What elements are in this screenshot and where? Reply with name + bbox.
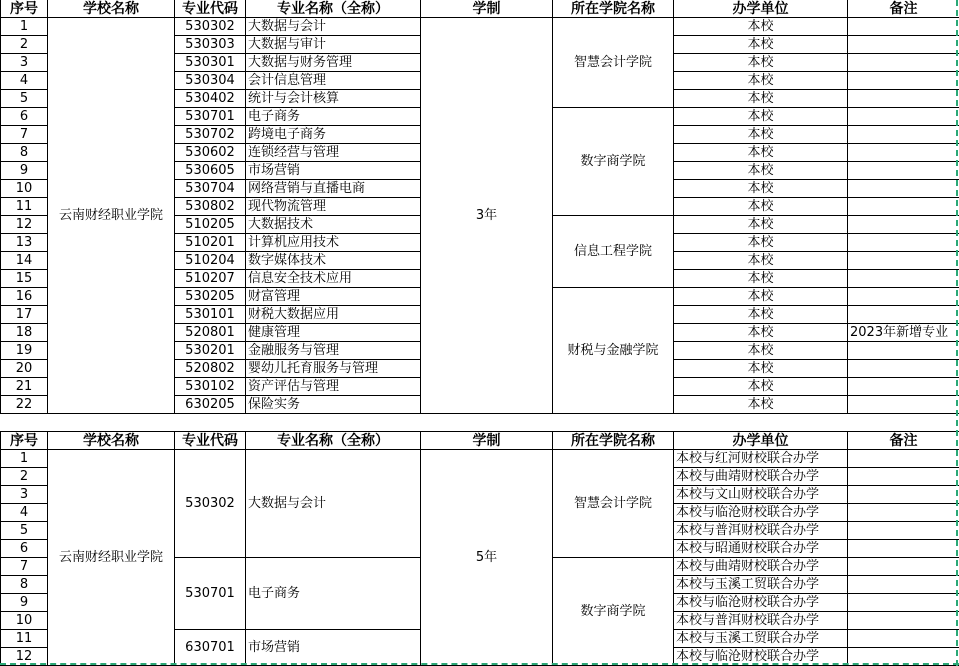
cell-unit[interactable]: 本校 <box>674 378 848 396</box>
col-header-duration[interactable]: 学制 <box>421 0 553 18</box>
cell-college[interactable]: 数字商学院 <box>553 108 674 216</box>
table-row <box>1 18 959 36</box>
cell-unit[interactable]: 本校 <box>674 72 848 90</box>
col-header-college[interactable]: 所在学院名称 <box>553 0 674 18</box>
cell-no[interactable]: 19 <box>1 342 48 360</box>
col-header-name[interactable]: 专业名称（全称） <box>246 432 421 450</box>
col-header-no[interactable]: 序号 <box>1 0 48 18</box>
page-break-line-vertical <box>956 0 958 666</box>
cell-no[interactable]: 6 <box>1 108 48 126</box>
cell-note[interactable] <box>848 162 959 180</box>
cell-major[interactable]: 数字媒体技术 <box>246 252 421 270</box>
cell-unit[interactable]: 本校 <box>674 234 848 252</box>
cell-note[interactable] <box>848 72 959 90</box>
cell-note[interactable] <box>848 144 959 162</box>
cell-code[interactable]: 510201 <box>175 234 246 252</box>
cell-major[interactable]: 金融服务与管理 <box>246 342 421 360</box>
cell-note[interactable] <box>848 180 959 198</box>
cell-unit[interactable]: 本校与临沧财校联合办学 <box>674 504 848 522</box>
cell-no[interactable]: 2 <box>1 36 48 54</box>
cell-major[interactable]: 电子商务 <box>246 558 421 630</box>
cell-code[interactable]: 530702 <box>175 126 246 144</box>
cell-major[interactable]: 计算机应用技术 <box>246 234 421 252</box>
cell-code[interactable]: 530602 <box>175 144 246 162</box>
cell-code[interactable]: 510207 <box>175 270 246 288</box>
cell-no[interactable]: 10 <box>1 612 48 630</box>
cell-unit[interactable]: 本校与普洱财校联合办学 <box>674 522 848 540</box>
cell-no[interactable]: 12 <box>1 648 48 666</box>
table-row <box>1 450 959 468</box>
cell-no[interactable]: 9 <box>1 162 48 180</box>
cell-no[interactable]: 7 <box>1 558 48 576</box>
cell-unit[interactable]: 本校与玉溪工贸联合办学 <box>674 630 848 648</box>
cell-major[interactable]: 财税大数据应用 <box>246 306 421 324</box>
cell-note[interactable] <box>848 270 959 288</box>
cell-major[interactable]: 资产评估与管理 <box>246 378 421 396</box>
cell-code[interactable]: 530802 <box>175 198 246 216</box>
cell-unit[interactable]: 本校与文山财校联合办学 <box>674 486 848 504</box>
cell-note[interactable] <box>848 540 959 558</box>
cell-note[interactable] <box>848 378 959 396</box>
cell-no[interactable]: 4 <box>1 72 48 90</box>
cell-no[interactable]: 18 <box>1 324 48 342</box>
cell-no[interactable]: 13 <box>1 234 48 252</box>
cell-note[interactable] <box>848 468 959 486</box>
cell-code[interactable]: 510204 <box>175 252 246 270</box>
cell-major[interactable]: 统计与会计核算 <box>246 90 421 108</box>
cell-unit[interactable]: 本校与普洱财校联合办学 <box>674 612 848 630</box>
majors-table-5yr <box>0 431 959 666</box>
cell-unit[interactable]: 本校 <box>674 216 848 234</box>
col-header-no[interactable]: 序号 <box>1 432 48 450</box>
header-row <box>1 0 959 18</box>
cell-unit[interactable]: 本校与曲靖财校联合办学 <box>674 468 848 486</box>
cell-unit[interactable]: 本校 <box>674 270 848 288</box>
cell-unit[interactable]: 本校 <box>674 36 848 54</box>
cell-code[interactable]: 530205 <box>175 288 246 306</box>
cell-no[interactable]: 12 <box>1 216 48 234</box>
cell-unit[interactable]: 本校 <box>674 90 848 108</box>
cell-note[interactable] <box>848 450 959 468</box>
cell-no[interactable]: 22 <box>1 396 48 414</box>
cell-unit[interactable]: 本校 <box>674 252 848 270</box>
cell-code[interactable]: 630701 <box>175 630 246 666</box>
cell-note[interactable] <box>848 54 959 72</box>
cell-major[interactable]: 健康管理 <box>246 324 421 342</box>
cell-note[interactable] <box>848 216 959 234</box>
cell-code[interactable]: 530704 <box>175 180 246 198</box>
cell-no[interactable]: 20 <box>1 360 48 378</box>
cell-note[interactable] <box>848 36 959 54</box>
cell-major[interactable]: 大数据与审计 <box>246 36 421 54</box>
cell-no[interactable]: 8 <box>1 576 48 594</box>
cell-code[interactable]: 520802 <box>175 360 246 378</box>
cell-major[interactable]: 大数据与会计 <box>246 18 421 36</box>
cell-note[interactable] <box>848 108 959 126</box>
cell-unit[interactable]: 本校 <box>674 108 848 126</box>
cell-unit[interactable]: 本校 <box>674 306 848 324</box>
cell-code[interactable]: 530102 <box>175 378 246 396</box>
col-header-college[interactable]: 所在学院名称 <box>553 432 674 450</box>
cell-no[interactable]: 5 <box>1 522 48 540</box>
cell-college[interactable]: 智慧会计学院 <box>553 18 674 108</box>
cell-note[interactable] <box>848 360 959 378</box>
cell-no[interactable]: 1 <box>1 450 48 468</box>
cell-code[interactable]: 530605 <box>175 162 246 180</box>
cell-note[interactable] <box>848 576 959 594</box>
cell-no[interactable]: 5 <box>1 90 48 108</box>
cell-no[interactable]: 3 <box>1 54 48 72</box>
cell-unit[interactable]: 本校 <box>674 288 848 306</box>
cell-major[interactable]: 会计信息管理 <box>246 72 421 90</box>
cell-unit[interactable]: 本校 <box>674 18 848 36</box>
cell-code[interactable]: 530701 <box>175 558 246 630</box>
cell-code[interactable]: 530302 <box>175 18 246 36</box>
col-header-code[interactable]: 专业代码 <box>175 432 246 450</box>
cell-major[interactable]: 跨境电子商务 <box>246 126 421 144</box>
cell-code[interactable]: 530301 <box>175 54 246 72</box>
cell-duration[interactable]: 5年 <box>421 450 553 666</box>
cell-no[interactable]: 14 <box>1 252 48 270</box>
cell-note[interactable] <box>848 522 959 540</box>
cell-no[interactable]: 7 <box>1 126 48 144</box>
col-header-duration[interactable]: 学制 <box>421 432 553 450</box>
col-header-code[interactable]: 专业代码 <box>175 0 246 18</box>
cell-code[interactable]: 530402 <box>175 90 246 108</box>
header-row <box>1 432 959 450</box>
cell-note[interactable] <box>848 288 959 306</box>
cell-school[interactable]: 云南财经职业学院 <box>48 450 175 666</box>
cell-code[interactable]: 510205 <box>175 216 246 234</box>
col-header-school[interactable]: 学校名称 <box>48 0 175 18</box>
cell-unit[interactable]: 本校 <box>674 396 848 414</box>
col-header-unit[interactable]: 办学单位 <box>674 432 848 450</box>
cell-no[interactable]: 10 <box>1 180 48 198</box>
cell-unit[interactable]: 本校与红河财校联合办学 <box>674 450 848 468</box>
cell-major[interactable]: 信息安全技术应用 <box>246 270 421 288</box>
cell-no[interactable]: 2 <box>1 468 48 486</box>
cell-note[interactable] <box>848 630 959 648</box>
cell-note[interactable] <box>848 90 959 108</box>
cell-duration[interactable]: 3年 <box>421 18 553 414</box>
cell-note[interactable] <box>848 198 959 216</box>
cell-major[interactable]: 电子商务 <box>246 108 421 126</box>
cell-major[interactable]: 大数据技术 <box>246 216 421 234</box>
cell-major[interactable]: 市场营销 <box>246 630 421 666</box>
cell-college[interactable]: 数字商学院 <box>553 558 674 666</box>
cell-major[interactable]: 网络营销与直播电商 <box>246 180 421 198</box>
col-header-note[interactable]: 备注 <box>848 432 959 450</box>
cell-unit[interactable]: 本校 <box>674 144 848 162</box>
cell-note[interactable] <box>848 342 959 360</box>
cell-college[interactable]: 智慧会计学院 <box>553 450 674 558</box>
cell-major[interactable]: 连锁经营与管理 <box>246 144 421 162</box>
cell-code[interactable]: 530303 <box>175 36 246 54</box>
cell-college[interactable]: 信息工程学院 <box>553 216 674 288</box>
cell-college[interactable]: 财税与金融学院 <box>553 288 674 414</box>
page-break-line <box>0 663 959 665</box>
cell-unit[interactable]: 本校与曲靖财校联合办学 <box>674 558 848 576</box>
cell-no[interactable]: 8 <box>1 144 48 162</box>
cell-unit[interactable]: 本校 <box>674 54 848 72</box>
cell-code[interactable]: 530201 <box>175 342 246 360</box>
cell-unit[interactable]: 本校与临沧财校联合办学 <box>674 648 848 666</box>
cell-note[interactable] <box>848 306 959 324</box>
col-header-name[interactable]: 专业名称（全称） <box>246 0 421 18</box>
cell-no[interactable]: 11 <box>1 198 48 216</box>
cell-unit[interactable]: 本校与临沧财校联合办学 <box>674 594 848 612</box>
col-header-note[interactable]: 备注 <box>848 0 959 18</box>
cell-major[interactable]: 现代物流管理 <box>246 198 421 216</box>
cell-no[interactable]: 4 <box>1 504 48 522</box>
cell-note[interactable]: 2023年新增专业 <box>848 324 959 342</box>
cell-no[interactable]: 3 <box>1 486 48 504</box>
col-header-unit[interactable]: 办学单位 <box>674 0 848 18</box>
cell-major[interactable]: 保险实务 <box>246 396 421 414</box>
cell-note[interactable] <box>848 594 959 612</box>
cell-note[interactable] <box>848 126 959 144</box>
cell-code[interactable]: 530701 <box>175 108 246 126</box>
cell-note[interactable] <box>848 234 959 252</box>
cell-unit[interactable]: 本校 <box>674 180 848 198</box>
cell-unit[interactable]: 本校 <box>674 360 848 378</box>
cell-unit[interactable]: 本校与昭通财校联合办学 <box>674 540 848 558</box>
cell-note[interactable] <box>848 252 959 270</box>
cell-code[interactable]: 630205 <box>175 396 246 414</box>
cell-no[interactable]: 6 <box>1 540 48 558</box>
cell-code[interactable]: 520801 <box>175 324 246 342</box>
cell-no[interactable]: 1 <box>1 18 48 36</box>
cell-unit[interactable]: 本校与玉溪工贸联合办学 <box>674 576 848 594</box>
cell-note[interactable] <box>848 396 959 414</box>
cell-no[interactable]: 16 <box>1 288 48 306</box>
cell-unit[interactable]: 本校 <box>674 324 848 342</box>
cell-unit[interactable]: 本校 <box>674 342 848 360</box>
cell-note[interactable] <box>848 558 959 576</box>
cell-major[interactable]: 婴幼儿托育服务与管理 <box>246 360 421 378</box>
cell-note[interactable] <box>848 486 959 504</box>
cell-major[interactable]: 财富管理 <box>246 288 421 306</box>
cell-unit[interactable]: 本校 <box>674 162 848 180</box>
cell-no[interactable]: 15 <box>1 270 48 288</box>
cell-code[interactable]: 530101 <box>175 306 246 324</box>
cell-major[interactable]: 大数据与财务管理 <box>246 54 421 72</box>
cell-note[interactable] <box>848 18 959 36</box>
cell-school[interactable]: 云南财经职业学院 <box>48 18 175 414</box>
cell-unit[interactable]: 本校 <box>674 198 848 216</box>
cell-no[interactable]: 21 <box>1 378 48 396</box>
cell-code[interactable]: 530302 <box>175 450 246 558</box>
cell-no[interactable]: 11 <box>1 630 48 648</box>
cell-no[interactable]: 9 <box>1 594 48 612</box>
cell-major[interactable]: 大数据与会计 <box>246 450 421 558</box>
cell-note[interactable] <box>848 612 959 630</box>
cell-code[interactable]: 530304 <box>175 72 246 90</box>
cell-unit[interactable]: 本校 <box>674 126 848 144</box>
cell-note[interactable] <box>848 504 959 522</box>
cell-no[interactable]: 17 <box>1 306 48 324</box>
cell-major[interactable]: 市场营销 <box>246 162 421 180</box>
col-header-school[interactable]: 学校名称 <box>48 432 175 450</box>
